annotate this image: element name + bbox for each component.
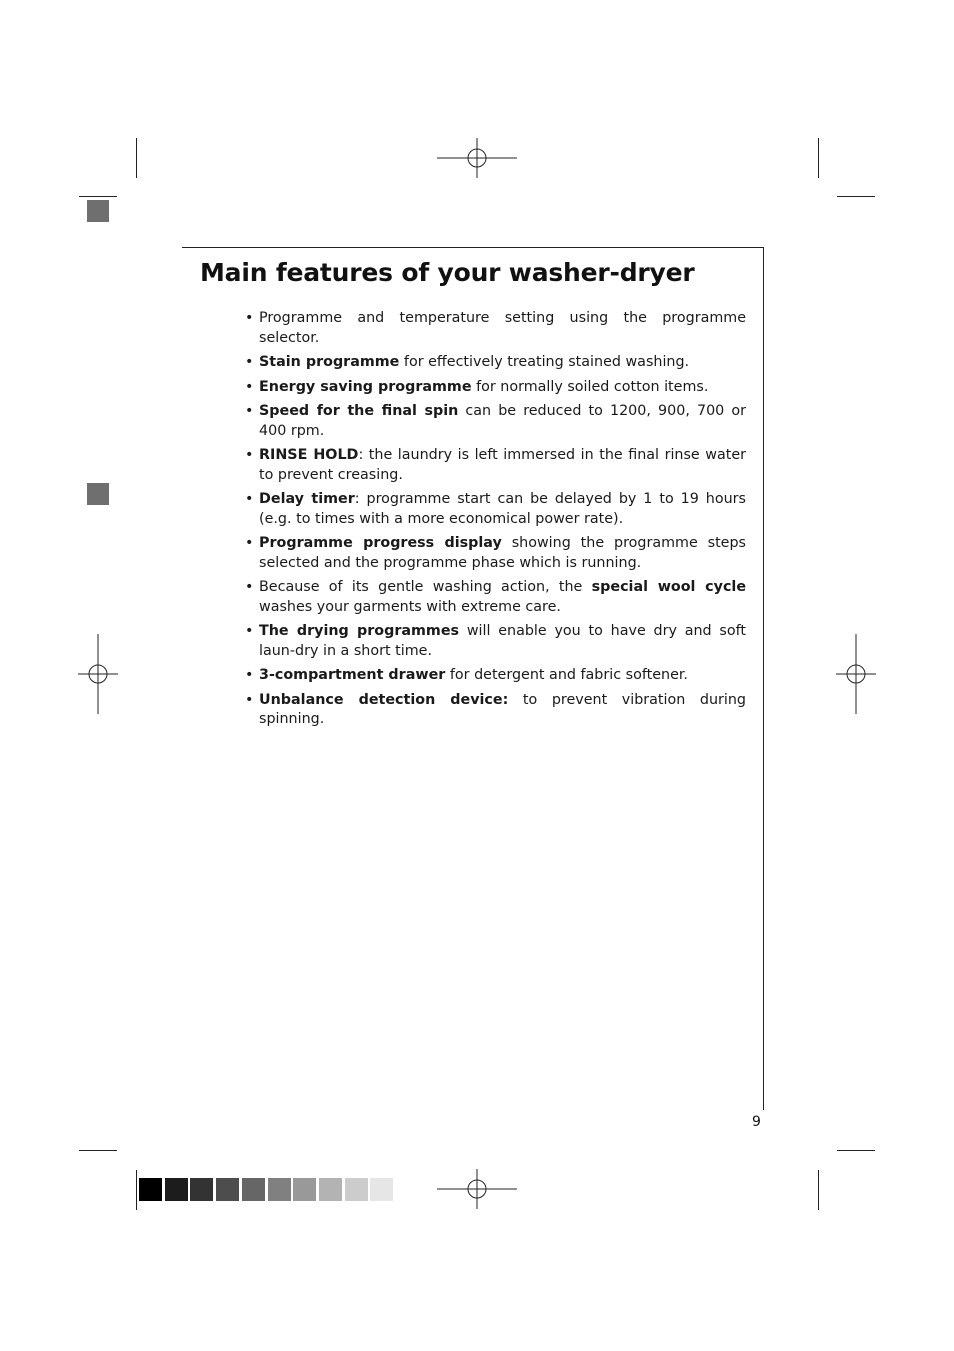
- color-swatch: [293, 1178, 316, 1201]
- feature-text: washes your garments with extreme care.: [259, 598, 561, 615]
- color-swatch: [216, 1178, 239, 1201]
- feature-name: Programme progress display: [259, 535, 502, 551]
- color-swatch: [190, 1178, 213, 1201]
- section-tab-marker: [87, 483, 109, 505]
- crop-mark: [818, 1170, 819, 1210]
- feature-text: : programme start can be delayed by 1 to 19 hours (e.g. to times with a more economical power rate).: [259, 491, 746, 527]
- feature-name: Energy saving programme: [259, 378, 472, 395]
- registration-mark-icon: [816, 634, 896, 714]
- feature-item: [245, 622, 746, 661]
- feature-item: [245, 534, 746, 573]
- feature-list: [245, 309, 746, 735]
- color-swatch: [319, 1178, 342, 1201]
- color-swatch: [370, 1178, 393, 1201]
- feature-item: [245, 402, 746, 441]
- crop-mark: [837, 196, 875, 197]
- registration-mark-icon: [437, 1149, 517, 1229]
- crop-mark: [136, 1170, 137, 1210]
- feature-item: [245, 446, 746, 485]
- section-tab-marker: [87, 200, 109, 222]
- feature-item: [245, 353, 746, 373]
- feature-text: to prevent vibration during spinning.: [259, 691, 747, 727]
- feature-name: 3-compartment drawer: [259, 667, 446, 683]
- feature-item: [245, 490, 746, 529]
- feature-name: The drying programmes: [259, 623, 460, 639]
- feature-name: Stain programme: [259, 354, 400, 370]
- feature-text: for effectively treating stained washing.: [399, 354, 690, 370]
- feature-name: RINSE HOLD: [259, 447, 359, 463]
- feature-name: special wool cycle: [591, 579, 747, 595]
- crop-mark: [818, 138, 819, 178]
- crop-mark: [79, 1150, 117, 1151]
- registration-mark-icon: [437, 118, 517, 198]
- color-swatch: [139, 1178, 162, 1201]
- feature-text: will enable you to have dry and soft laun-dry in a short time.: [259, 623, 746, 659]
- page-title: Main features of your washer-dryer: [200, 258, 695, 287]
- feature-text: : the laundry is left immersed in the final rinse water to prevent creasing.: [259, 447, 746, 483]
- feature-text: for detergent and fabric softener.: [445, 667, 688, 683]
- registration-mark-icon: [58, 634, 138, 714]
- feature-item: [245, 666, 746, 686]
- feature-text: can be reduced to 1200, 900, 700 or 400 rpm.: [259, 403, 747, 439]
- frame-top-rule: [182, 247, 764, 248]
- feature-name: Speed for the final spin: [259, 403, 459, 419]
- feature-text: Because of its gentle washing action, the: [259, 579, 592, 595]
- feature-item: [245, 691, 746, 730]
- feature-name: Delay timer: [259, 491, 355, 507]
- crop-mark: [136, 138, 137, 178]
- page-number: 9: [752, 1114, 761, 1130]
- feature-text: showing the programme steps selected and the programme phase which is running.: [259, 535, 746, 571]
- feature-name: Unbalance detection device:: [259, 691, 509, 708]
- color-swatch: [165, 1178, 188, 1201]
- color-swatch: [345, 1178, 368, 1201]
- feature-item: [245, 309, 746, 348]
- feature-text: for normally soiled cotton items.: [471, 378, 709, 395]
- feature-text: Programme and temperature setting using the programme selector.: [259, 310, 746, 346]
- color-swatch: [242, 1178, 265, 1201]
- crop-mark: [837, 1150, 875, 1151]
- frame-right-rule: [763, 247, 764, 1110]
- feature-item: [245, 578, 746, 617]
- crop-mark: [79, 196, 117, 197]
- feature-item: [245, 378, 746, 398]
- color-swatch: [268, 1178, 291, 1201]
